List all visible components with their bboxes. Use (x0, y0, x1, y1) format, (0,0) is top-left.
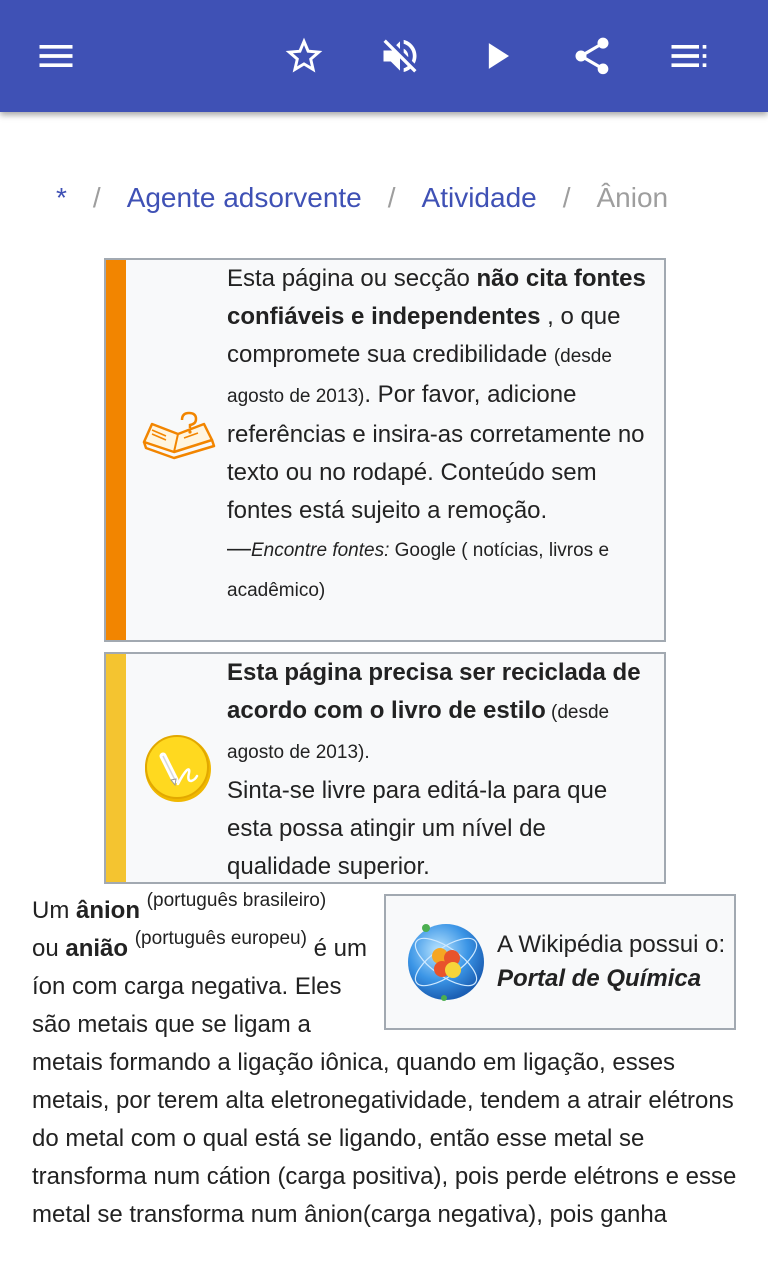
notice-text (227, 260, 652, 610)
play-icon (476, 34, 520, 78)
article-text: ou (32, 935, 66, 962)
playlist-icon (666, 34, 710, 78)
portal-spacer (368, 892, 738, 1038)
article-body (32, 892, 738, 1234)
share-button[interactable] (564, 28, 620, 84)
pencil-circle-icon (138, 728, 218, 808)
article-paragraph: é um íon com carga negativa. Eles são metais que se ligam a metais formando a ligação iônica, quando em ligação, esses metais, por terem alta eletronegatividade, tendem a atrair elétrons do metal com o qual está se ligando, então esse metal se transforma num cátion (carga positiva), pois perde elétrons e esse metal se transforma num ânion(carga negativa), pois ganha (32, 935, 737, 1228)
breadcrumb (56, 178, 668, 218)
app-bar (0, 0, 768, 112)
menu-icon (34, 34, 78, 78)
style-notice-text-part: Sinta-se livre para editá-la para que esta possa atingir um nível de qualidade superior. (227, 777, 608, 880)
article-variant-note: (português europeu) (134, 928, 307, 949)
find-sources-label: Encontre fontes: (251, 540, 390, 561)
article-term-anion: ânion (76, 897, 140, 924)
mute-button[interactable] (372, 28, 428, 84)
article-text: Um (32, 897, 76, 924)
volume-off-icon (378, 34, 422, 78)
sources-notice-box (104, 258, 666, 642)
breadcrumb-current: Ânion (596, 182, 669, 213)
breadcrumb-item-atividade[interactable]: Atividade (421, 182, 537, 213)
menu-button[interactable] (28, 28, 84, 84)
article-term-aniao: anião (65, 935, 129, 962)
notice-stripe (106, 260, 126, 640)
breadcrumb-item-agente-adsorvente[interactable]: Agente adsorvente (126, 182, 362, 213)
breadcrumb-separator: / (387, 182, 396, 213)
play-button[interactable] (470, 28, 526, 84)
style-notice-box (104, 652, 666, 884)
find-sources-links[interactable]: Google ( notícias, livros e acadêmico) (227, 540, 610, 601)
style-notice-date: (desde agosto de 2013). (227, 702, 610, 763)
style-notice-emphasis: Esta página precisa ser reciclada de acordo com o livro de estilo (227, 659, 641, 724)
notice-date: (desde agosto de 2013) (227, 346, 612, 407)
style-notice-text (227, 654, 652, 886)
article-variant-note: (português brasileiro) (146, 890, 327, 911)
notice-stripe (106, 654, 126, 882)
notice-dash: — (227, 535, 251, 562)
notice-emphasis: não cita fontes confiáveis e independentes (227, 265, 646, 330)
notice-text-part: , o que compromete sua credibilidade (227, 303, 621, 368)
breadcrumb-separator: / (92, 182, 101, 213)
breadcrumb-home[interactable]: * (56, 182, 67, 213)
notice-text-part: Esta página ou secção (227, 265, 477, 292)
book-question-icon (138, 400, 218, 480)
breadcrumb-separator: / (562, 182, 571, 213)
notice-text-part: . Por favor, adicione referências e insira-as corretamente no texto ou no rodapé. Conteúdo sem fontes está sujeito a remoção. (227, 381, 645, 524)
portal-link[interactable]: Portal de Química (497, 965, 702, 992)
share-icon (570, 34, 614, 78)
contents-button[interactable] (660, 28, 716, 84)
star-icon (282, 34, 326, 78)
bookmark-button[interactable] (276, 28, 332, 84)
portal-label: A Wikipédia possui o: (497, 931, 726, 958)
